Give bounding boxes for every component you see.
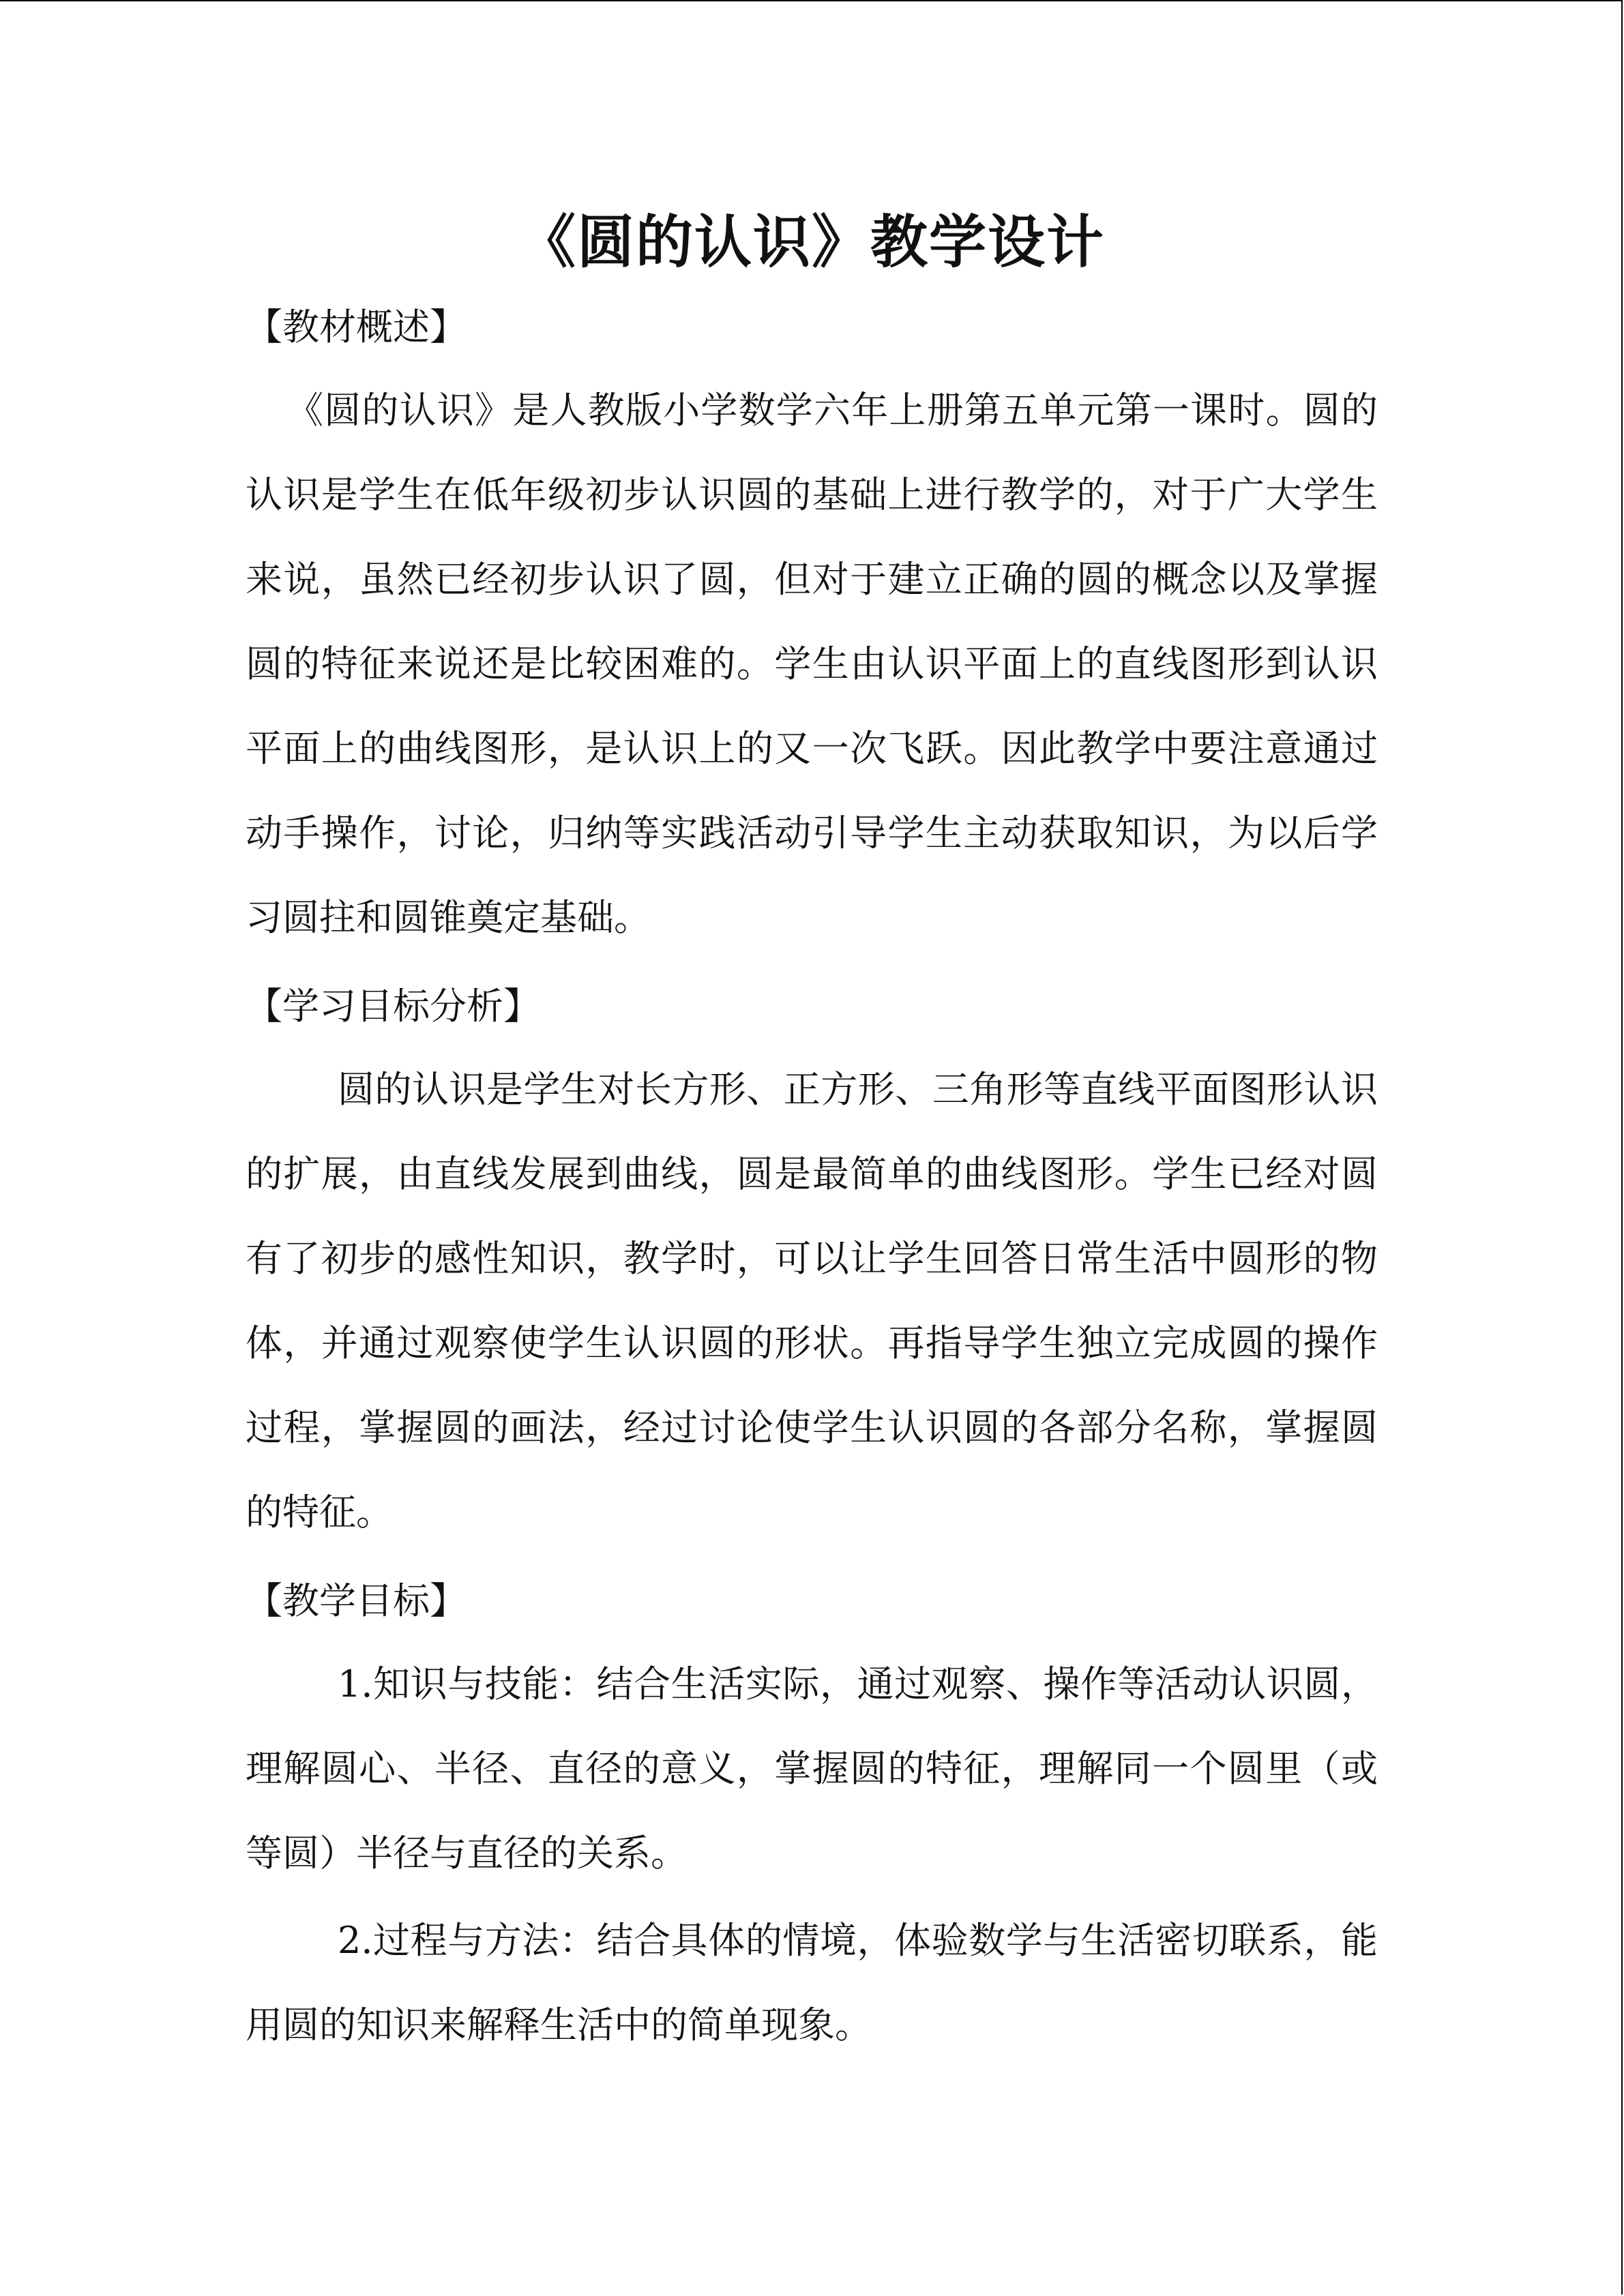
section-heading-learning-objectives-analysis: 【学习目标分析】 — [246, 985, 540, 1028]
paragraph-materials-overview: 《圆的认识》是人教版小学数学六年上册第五单元第一课时。圆的认识是学生在低年级初步认识圆的基础上进行教学的，对于广大学生来说，虽然已经初步认识了圆，但对于建立正确的圆的概念以及掌握圆的特征来说还是比较困难的。学生由认识平面上的直线图形到认识平面上的曲线图形，是认识上的又一次飞跃。因此教学中要注意通过动手操作，讨论，归纳等实践活动引导学生主动获取知识，为以后学习圆拄和圆锥奠定基础。 — [246, 389, 1378, 939]
paragraph-objective-process-methods: 2.过程与方法：结合具体的情境，体验数学与生活密切联系，能用圆的知识来解释生活中的简单现象。 — [246, 1919, 1378, 2046]
section-heading-materials-overview: 【教材概述】 — [246, 305, 467, 348]
paragraph-learning-objectives-analysis: 圆的认识是学生对长方形、正方形、三角形等直线平面图形认识的扩展，由直线发展到曲线，圆是最简单的曲线图形。学生已经对圆有了初步的感性知识，教学时，可以让学生回答日常生活中圆形的物体，并通过观察使学生认识圆的形状。再指导学生独立完成圆的操作过程，掌握圆的画法，经过讨论使学生认识圆的各部分名称，掌握圆的特征。 — [246, 1068, 1378, 1534]
document-title: 《圆的认识》教学设计 — [518, 208, 1105, 275]
section-heading-teaching-objectives: 【教学目标】 — [246, 1579, 467, 1622]
paragraph-objective-knowledge-skills: 1.知识与技能：结合生活实际，通过观察、操作等活动认识圆，理解圆心、半径、直径的意义，掌握圆的特征，理解同一个圆里（或等圆）半径与直径的关系。 — [246, 1663, 1378, 1875]
